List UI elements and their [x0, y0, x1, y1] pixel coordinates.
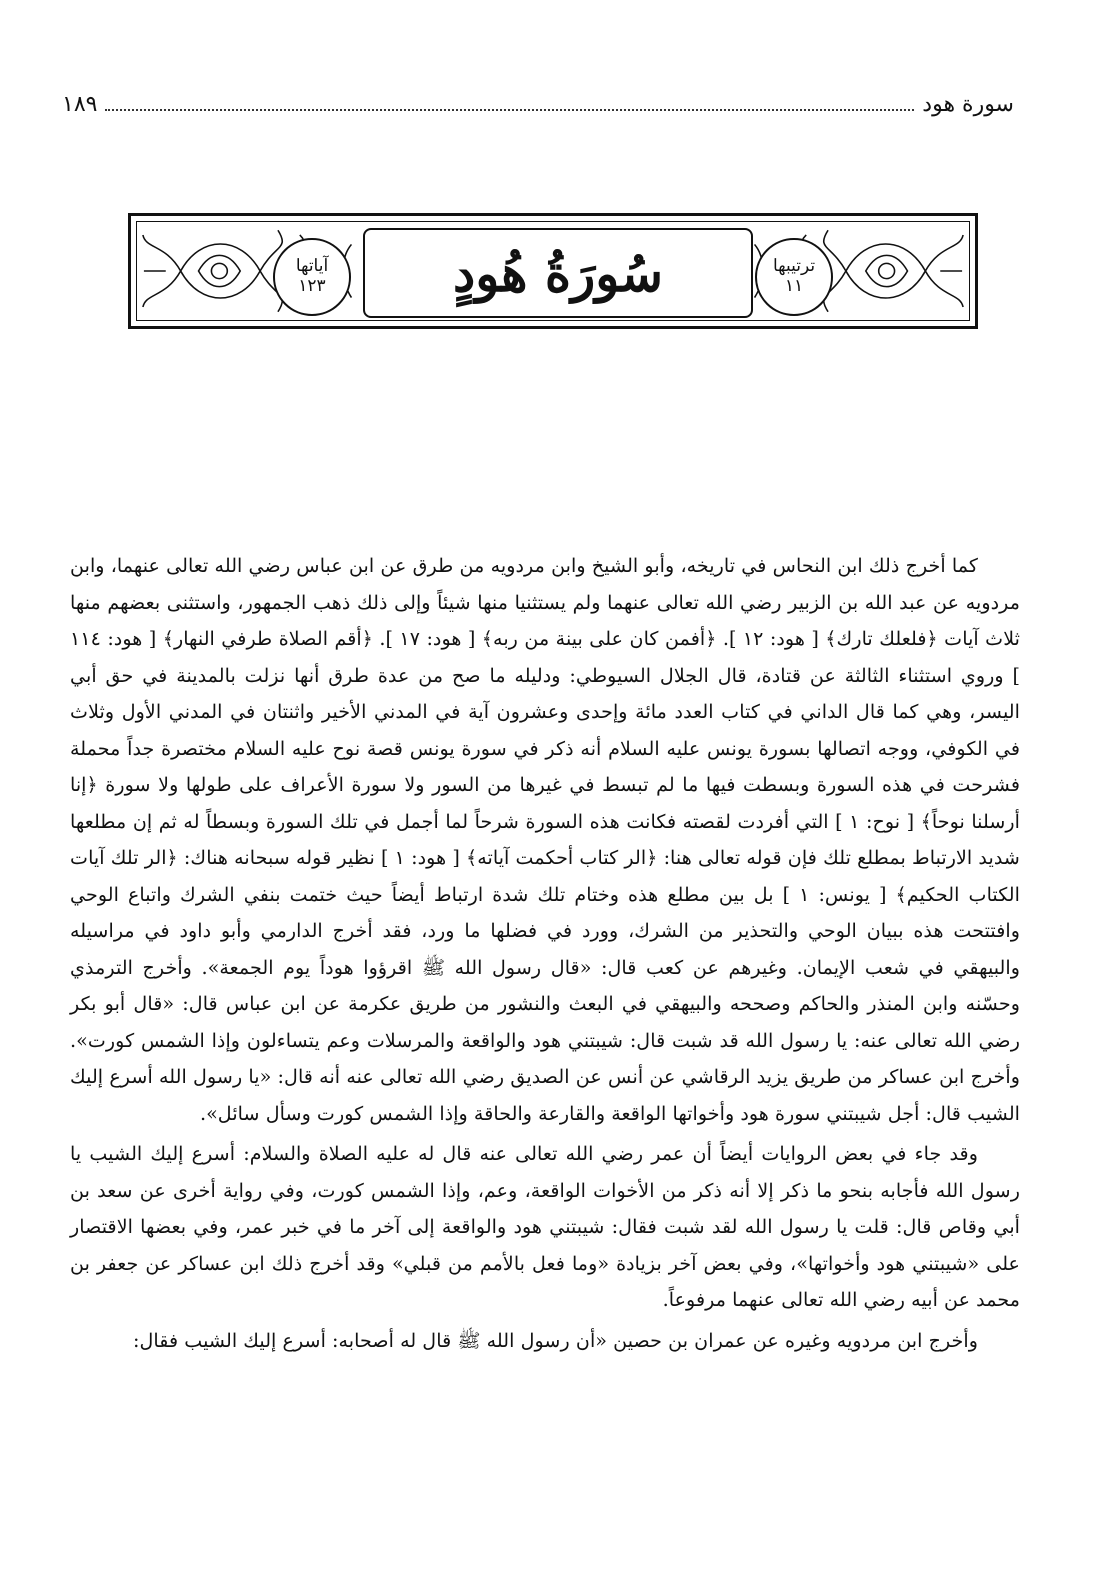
paragraph-text: كما أخرج ذلك ابن النحاس في تاريخه، وأبو الشيخ وابن مردويه من طرق عن ابن عباس رضي الله تعالى عنهما، وابن مردويه عن عبد الله بن الزبير رضي الله تعالى عنهما ولم يستثنيا منها شيئاً وإلى ذلك ذهب الجمهور، واستثنى بعضهم منها ثلاث آيات ﴿فلعلك تارك﴾ [ هود: ١٢ ]. ﴿أفمن كان على بينة من ربه﴾ [ هود: ١٧ ]. ﴿أقم الصلاة طرفي النهار﴾ [ هود: ١١٤ ] وروي استثناء الثالثة عن قتادة، قال الجلال السيوطي: ودليله ما صح من عدة طرق أنها نزلت بالمدينة في حق أبي اليسر، وهي كما قال الداني في كتاب العدد مائة وإحدى وعشرون آية في المدني الأخير واثنتان في المدني الأول وثلاث في الكوفي، ووجه اتصالها بسورة يونس عليه السلام أنه ذكر في سورة يونس قصة نوح عليه السلام مختصرة جداً محملة فشرحت في هذه السورة وبسطت فيها ما لم تبسط في غيرها من السور ولا سورة الأعراف على طولها ولا سورة ﴿إنا أرسلنا نوحاً﴾ [ نوح: ١ ] التي أفردت لقصته فكانت هذه السورة شرحاً لما أجمل في تلك السورة وبسطاً له ثم إن مطلعها شديد الارتباط بمطلع تلك فإن قوله تعالى هنا: ﴿الر كتاب أحكمت آياته﴾ [ هود: ١ ] نظير قوله سبحانه هناك: ﴿الر تلك آيات الكتاب الحكيم﴾ [ يونس: ١ ] بل بين مطلع هذه وختام تلك شدة ارتباط أيضاً حيث ختمت بنفي الشرك واتباع الوحي وافتتحت هذه ببيان الوحي والتحذير من الشرك، وورد في فضلها ما ورد، فقد أخرج الدارمي وأبو داود في مراسيله والبيهقي في شعب الإيمان. وغيرهم عن كعب قال: «قال رسول الله ﷺ اقرؤوا هوداً يوم الجمعة». وأخرج الترمذي وحسّنه وابن المنذر والحاكم وصححه والبيهقي في البعث والنشور من طريق عكرمة عن ابن عباس قال: «قال أبو بكر رضي الله تعالى عنه: يا رسول الله قد شبت قال: شيبتني هود والواقعة والمرسلات وعم يتساءلون وإذا الشمس كورت». وأخرج ابن عساكر من طريق يزيد الرقاشي عن أنس عن الصديق رضي الله تعالى عنه أنه قال: «يا رسول الله أسرع إليك الشيب قال: أجل شيبتني سورة هود وأخواتها الواقعة والقارعة والحاقة وإذا الشمس كورت وسأل سائل».	[70, 554, 1021, 1125]
leader-dots	[105, 97, 914, 111]
paragraph	[70, 1323, 1020, 1360]
surah-title: سُورَةُ هُودٍ	[453, 243, 663, 303]
order-medallion	[755, 238, 833, 316]
running-header	[62, 86, 1014, 122]
verses-medallion	[273, 238, 351, 316]
paragraph-text: وأخرج ابن مردويه وغيره عن عمران بن حصين «أن رسول الله ﷺ قال له أصحابه: أسرع إليك الشيب فقال:	[133, 1328, 978, 1352]
surah-title-plate	[363, 228, 753, 318]
paragraph-text: وقد جاء في بعض الروايات أيضاً أن عمر رضي الله تعالى عنه قال له عليه الصلاة والسلام: أسرع إليك الشيب يا رسول الله فأجابه بنحو ما ذكر إلا أنه ذكر من الأخوات الواقعة، وعم، وإذا الشمس كورت، وفي رواية أخرى عن سعد بن أبي وقاص قال: قلت يا رسول الله لقد شبت فقال: شيبتني هود والواقعة إلى آخر ما في خبر عمر، وفي بعضها الاقتصار على «شيبتني هود وأخواتها»، وفي بعض آخر بزيادة «وما فعل بالأمم من قبلي» وقد أخرج ذلك ابن عساكر عن جعفر بن محمد عن أبيه رضي الله تعالى عنهما مرفوعاً.	[70, 1142, 1020, 1311]
surah-banner	[128, 213, 978, 329]
verses-value: ١٢٣	[298, 276, 326, 296]
body-text	[70, 548, 1020, 1359]
paragraph	[70, 1136, 1020, 1319]
verses-label: آياتها	[295, 256, 329, 277]
order-value: ١١	[784, 276, 804, 296]
order-label: ترتيبها	[772, 256, 816, 277]
page-number: ١٨٩	[62, 91, 98, 117]
running-title: سورة هود	[922, 91, 1014, 117]
paragraph	[70, 548, 1020, 1132]
